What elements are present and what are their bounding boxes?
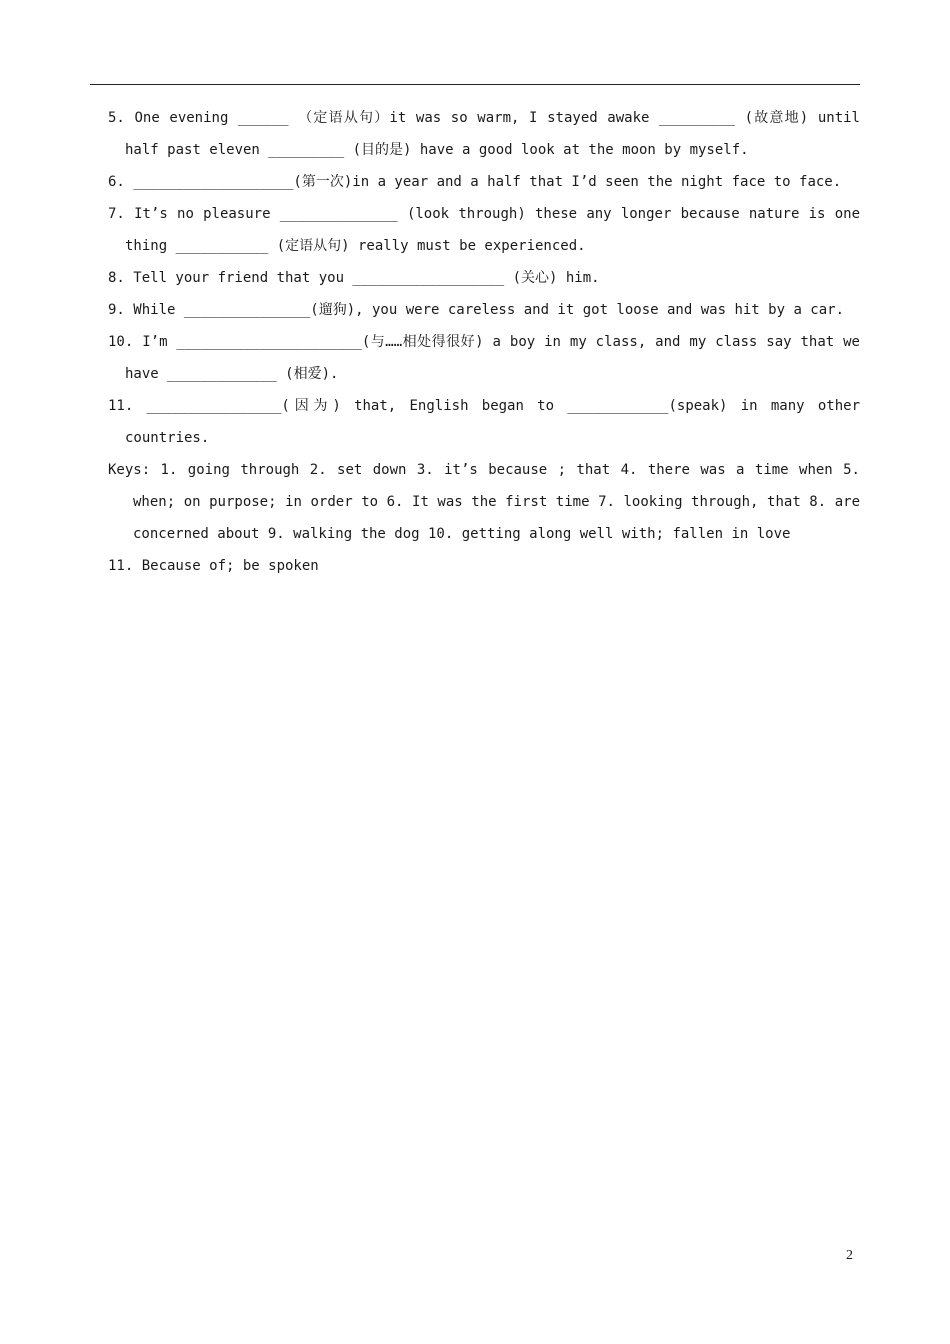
page-number: 2	[846, 1248, 853, 1263]
answer-keys-continued: 11. Because of; be spoken	[108, 558, 319, 574]
exercise-item-7: 7. It’s no pleasure ______________ (look through) these any longer because nature is one thing ___________ (定语从句) really must be experienced.	[108, 206, 860, 254]
exercise-list	[108, 102, 860, 582]
exercise-item-5: 5. One evening ______ （定语从句）it was so warm, I stayed awake _________ (故意地) until half past eleven _________ (目的是) have a good look at the moon by myself.	[108, 110, 860, 158]
answer-keys: Keys: 1. going through 2. set down 3. it’s because ; that 4. there was a time when 5. when; on purpose; in order to 6. It was the first time 7. looking through, that 8. are concerned about 9. walking the dog 10. getting along well with; fallen in love	[108, 462, 860, 542]
exercise-item-6: 6. ___________________(第一次)in a year and a half that I’d seen the night face to face.	[108, 174, 842, 190]
exercise-item-9: 9. While _______________(遛狗), you were careless and it got loose and was hit by a car.	[108, 302, 845, 318]
exercise-item-10: 10. I’m ______________________(与……相处得很好) a boy in my class, and my class say that we have _____________ (相爱).	[108, 334, 860, 382]
header-rule	[90, 84, 860, 85]
exercise-item-8: 8. Tell your friend that you __________________ (关心) him.	[108, 270, 600, 286]
exercise-item-11: 11. ________________(因为) that, English began to ____________(speak) in many other countries.	[108, 398, 860, 446]
